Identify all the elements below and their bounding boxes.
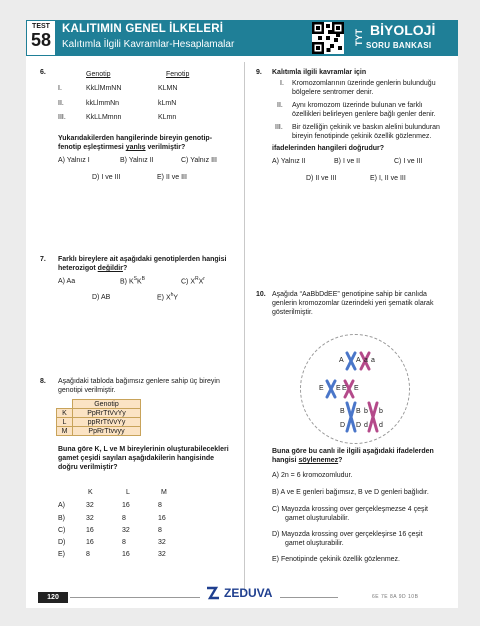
- q10-stem-line-2: genlerin kromozomlar üzerindeki yeri şematik olarak: [272, 300, 434, 307]
- q8-option-a[interactable]: A) 32 16 8: [58, 502, 162, 509]
- q8-option-b[interactable]: B) 32 8 16: [58, 515, 166, 522]
- gene-label-d2: D: [356, 422, 362, 429]
- q9-item-3-line-2: bireyin fenotipinde çekinik özellik gözlenmez.: [292, 133, 432, 140]
- q9-question: ifadelerinden hangileri doğrudur?: [272, 145, 385, 152]
- book-title: SORU BANKASI: [366, 41, 432, 50]
- cell-diagram: [300, 334, 410, 444]
- q8-stem-line-1: Aşağıdaki tabloda bağımsız genlere sahip üç bireyin: [58, 378, 220, 385]
- test-badge: [26, 20, 56, 56]
- q10-stem-line-1: Aşağıda “AaBbDdEE” genotipine sahip bir canlıda: [272, 291, 427, 298]
- question-9-number: 9.: [256, 69, 262, 76]
- q9-item-2-roman: II.: [277, 102, 283, 109]
- q8-option-e[interactable]: E) 8 16 32: [58, 551, 166, 558]
- worksheet-page: [26, 20, 458, 608]
- header-subtitle: Kalıtımla İlgili Kavramlar-Hesaplamalar: [62, 39, 235, 50]
- gene-label-lower-a2: a: [371, 357, 375, 364]
- q9-item-1-line-2: bölgelere sentromer denir.: [292, 89, 374, 96]
- q8-table-header: Genotip: [73, 400, 141, 409]
- q6-option-b[interactable]: B) Yalnız II: [120, 157, 154, 164]
- q8-option-d[interactable]: D) 16 8 32: [58, 539, 166, 546]
- q6-stem-line-2: fenotip eşleştirmesi yanlış verilmiştir?: [58, 144, 186, 151]
- q8-question-line-3: doğru verilmiştir?: [58, 464, 118, 471]
- gene-label-b1: B: [340, 408, 345, 415]
- gene-label-a1: A: [339, 357, 344, 364]
- gene-label-lower-b1: b: [364, 408, 368, 415]
- gene-label-lower-a1: a: [364, 357, 368, 364]
- q6-row-1: I. KkLlMmNN KLMN: [58, 85, 178, 92]
- header-title: KALITIMIN GENEL İLKELERİ: [62, 23, 224, 35]
- q6-row-3: III. KkLLMmnn KLmn: [58, 114, 177, 121]
- question-10-number: 10.: [256, 291, 266, 298]
- q10-option-c-line-2[interactable]: gamet oluşturulabilir.: [285, 515, 350, 522]
- gene-label-lower-d1: d: [364, 422, 368, 429]
- q8-genotype-table: [56, 399, 141, 436]
- q9-option-d[interactable]: D) II ve III: [306, 175, 337, 182]
- q6-option-e[interactable]: E) II ve III: [157, 174, 187, 181]
- gene-label-e4: E: [354, 385, 359, 392]
- phenotype-header: Fenotip: [166, 71, 190, 78]
- q10-option-b[interactable]: B) A ve E genleri bağımsız, B ve D genleri bağlıdır.: [272, 489, 429, 496]
- q9-item-2-line-2: özellikleri belirleyen genlere bağlı genler denir.: [292, 111, 436, 118]
- gene-label-a2: A: [356, 357, 361, 364]
- test-number: 58: [30, 30, 52, 50]
- gene-label-e3: E: [342, 385, 347, 392]
- table-row: K PpRrTtVvYy: [57, 409, 141, 418]
- q9-item-2-line-1: Aynı kromozom üzerinde bulunan ve farklı: [292, 102, 423, 109]
- q8-question-line-1: Buna göre K, L ve M bireylerinin oluşturabilecekleri: [58, 446, 229, 453]
- table-row: M PpRrTtvvyy: [57, 427, 141, 436]
- gene-label-b2: B: [356, 408, 361, 415]
- test-label: TEST: [32, 23, 50, 30]
- gene-label-d1: D: [340, 422, 346, 429]
- q6-option-c[interactable]: C) Yalnız III: [181, 157, 217, 164]
- q7-option-d[interactable]: D) AB: [92, 294, 111, 301]
- column-divider: [244, 62, 245, 592]
- question-7-number: 7.: [40, 256, 46, 263]
- q6-option-d[interactable]: D) I ve III: [92, 174, 121, 181]
- q9-option-b[interactable]: B) I ve II: [334, 158, 361, 165]
- q10-option-e[interactable]: E) Fenotipinde çekinik özellik gözlenmez.: [272, 556, 401, 563]
- exam-type-label: TYT: [354, 29, 364, 47]
- q8-col-m: M: [161, 489, 167, 496]
- subject-title: BİYOLOJİ: [370, 22, 436, 38]
- footer-divider: [70, 597, 200, 598]
- q9-item-1-roman: I.: [280, 80, 284, 87]
- qr-code-icon: [312, 22, 344, 54]
- q10-option-c-line-1[interactable]: C) Mayozda krossing over gerçekleşmezse 4 çeşit: [272, 506, 429, 513]
- q6-option-a[interactable]: A) Yalnız I: [58, 157, 90, 164]
- gene-label-e2: E: [336, 385, 341, 392]
- q9-stem: Kalıtımla ilgili kavramlar için: [272, 69, 367, 76]
- q6-row-2: II. kkLlmmNn kLmN: [58, 100, 177, 107]
- question-6-number: 6.: [40, 69, 46, 76]
- table-row: L ppRrTtVvYy: [57, 418, 141, 427]
- q7-stem-line-1: Farklı bireylere ait aşağıdaki genotiplerden hangisi: [58, 256, 227, 263]
- page-header: [26, 20, 458, 56]
- q7-stem-line-2: heterozigot değildir?: [58, 265, 128, 272]
- q9-item-3-line-1: Bir özelliğin çekinik ve baskın alelini bulunduran: [292, 124, 440, 131]
- q8-option-c[interactable]: C) 16 32 8: [58, 527, 162, 534]
- zeduva-logo-icon: [206, 586, 220, 600]
- q7-option-b[interactable]: B) $K^SK^B$: [120, 276, 145, 286]
- q10-option-d-line-1[interactable]: D) Mayozda krossing over gerçekleşirse 16 çeşit: [272, 531, 423, 538]
- gene-label-e1: E: [319, 385, 324, 392]
- question-8-number: 8.: [40, 378, 46, 385]
- q6-stem-line-1: Yukarıdakilerden hangilerinde bireyin genotip-: [58, 135, 213, 142]
- q7-option-a[interactable]: A) Aa: [58, 278, 76, 285]
- q9-option-a[interactable]: A) Yalnız II: [272, 158, 306, 165]
- q8-col-l: L: [126, 489, 130, 496]
- q10-option-a[interactable]: A) 2n = 6 kromozomludur.: [272, 472, 353, 479]
- publisher-logo: ZEDUVA: [224, 586, 273, 600]
- page-number: 120: [38, 592, 68, 603]
- q8-stem-line-2: genotipi verilmiştir.: [58, 387, 116, 394]
- q10-option-d-line-2[interactable]: gamet oluşturabilir.: [285, 540, 344, 547]
- genotype-header: Genotip: [86, 71, 111, 78]
- footer-divider-right: [280, 597, 338, 598]
- answer-codes: 6E 7E 8A 9D 10B: [372, 594, 419, 600]
- q9-option-e[interactable]: E) I, II ve III: [370, 175, 406, 182]
- q8-col-k: K: [88, 489, 93, 496]
- q9-option-c[interactable]: C) I ve III: [394, 158, 423, 165]
- q7-option-c[interactable]: C) $X^RX^r$: [181, 276, 205, 286]
- q10-stem-line-3: gösterilmiştir.: [272, 309, 313, 316]
- q9-item-3-roman: III.: [275, 124, 283, 131]
- q10-question-line-2: hangisi söylenemez?: [272, 457, 343, 464]
- question-6-table: [58, 70, 189, 79]
- q7-option-e[interactable]: E) $X^hY$: [157, 292, 179, 302]
- q8-question-line-2: gamet çeşidi sayıları aşağıdakilerin hangisinde: [58, 455, 215, 462]
- gene-label-lower-d2: d: [379, 422, 383, 429]
- q10-question-line-1: Buna göre bu canlı ile ilgili aşağıdaki ifadelerden: [272, 448, 434, 455]
- q9-item-1-line-1: Kromozomlarının üzerinde genlerin bulunduğu: [292, 80, 436, 87]
- gene-label-lower-b2: b: [379, 408, 383, 415]
